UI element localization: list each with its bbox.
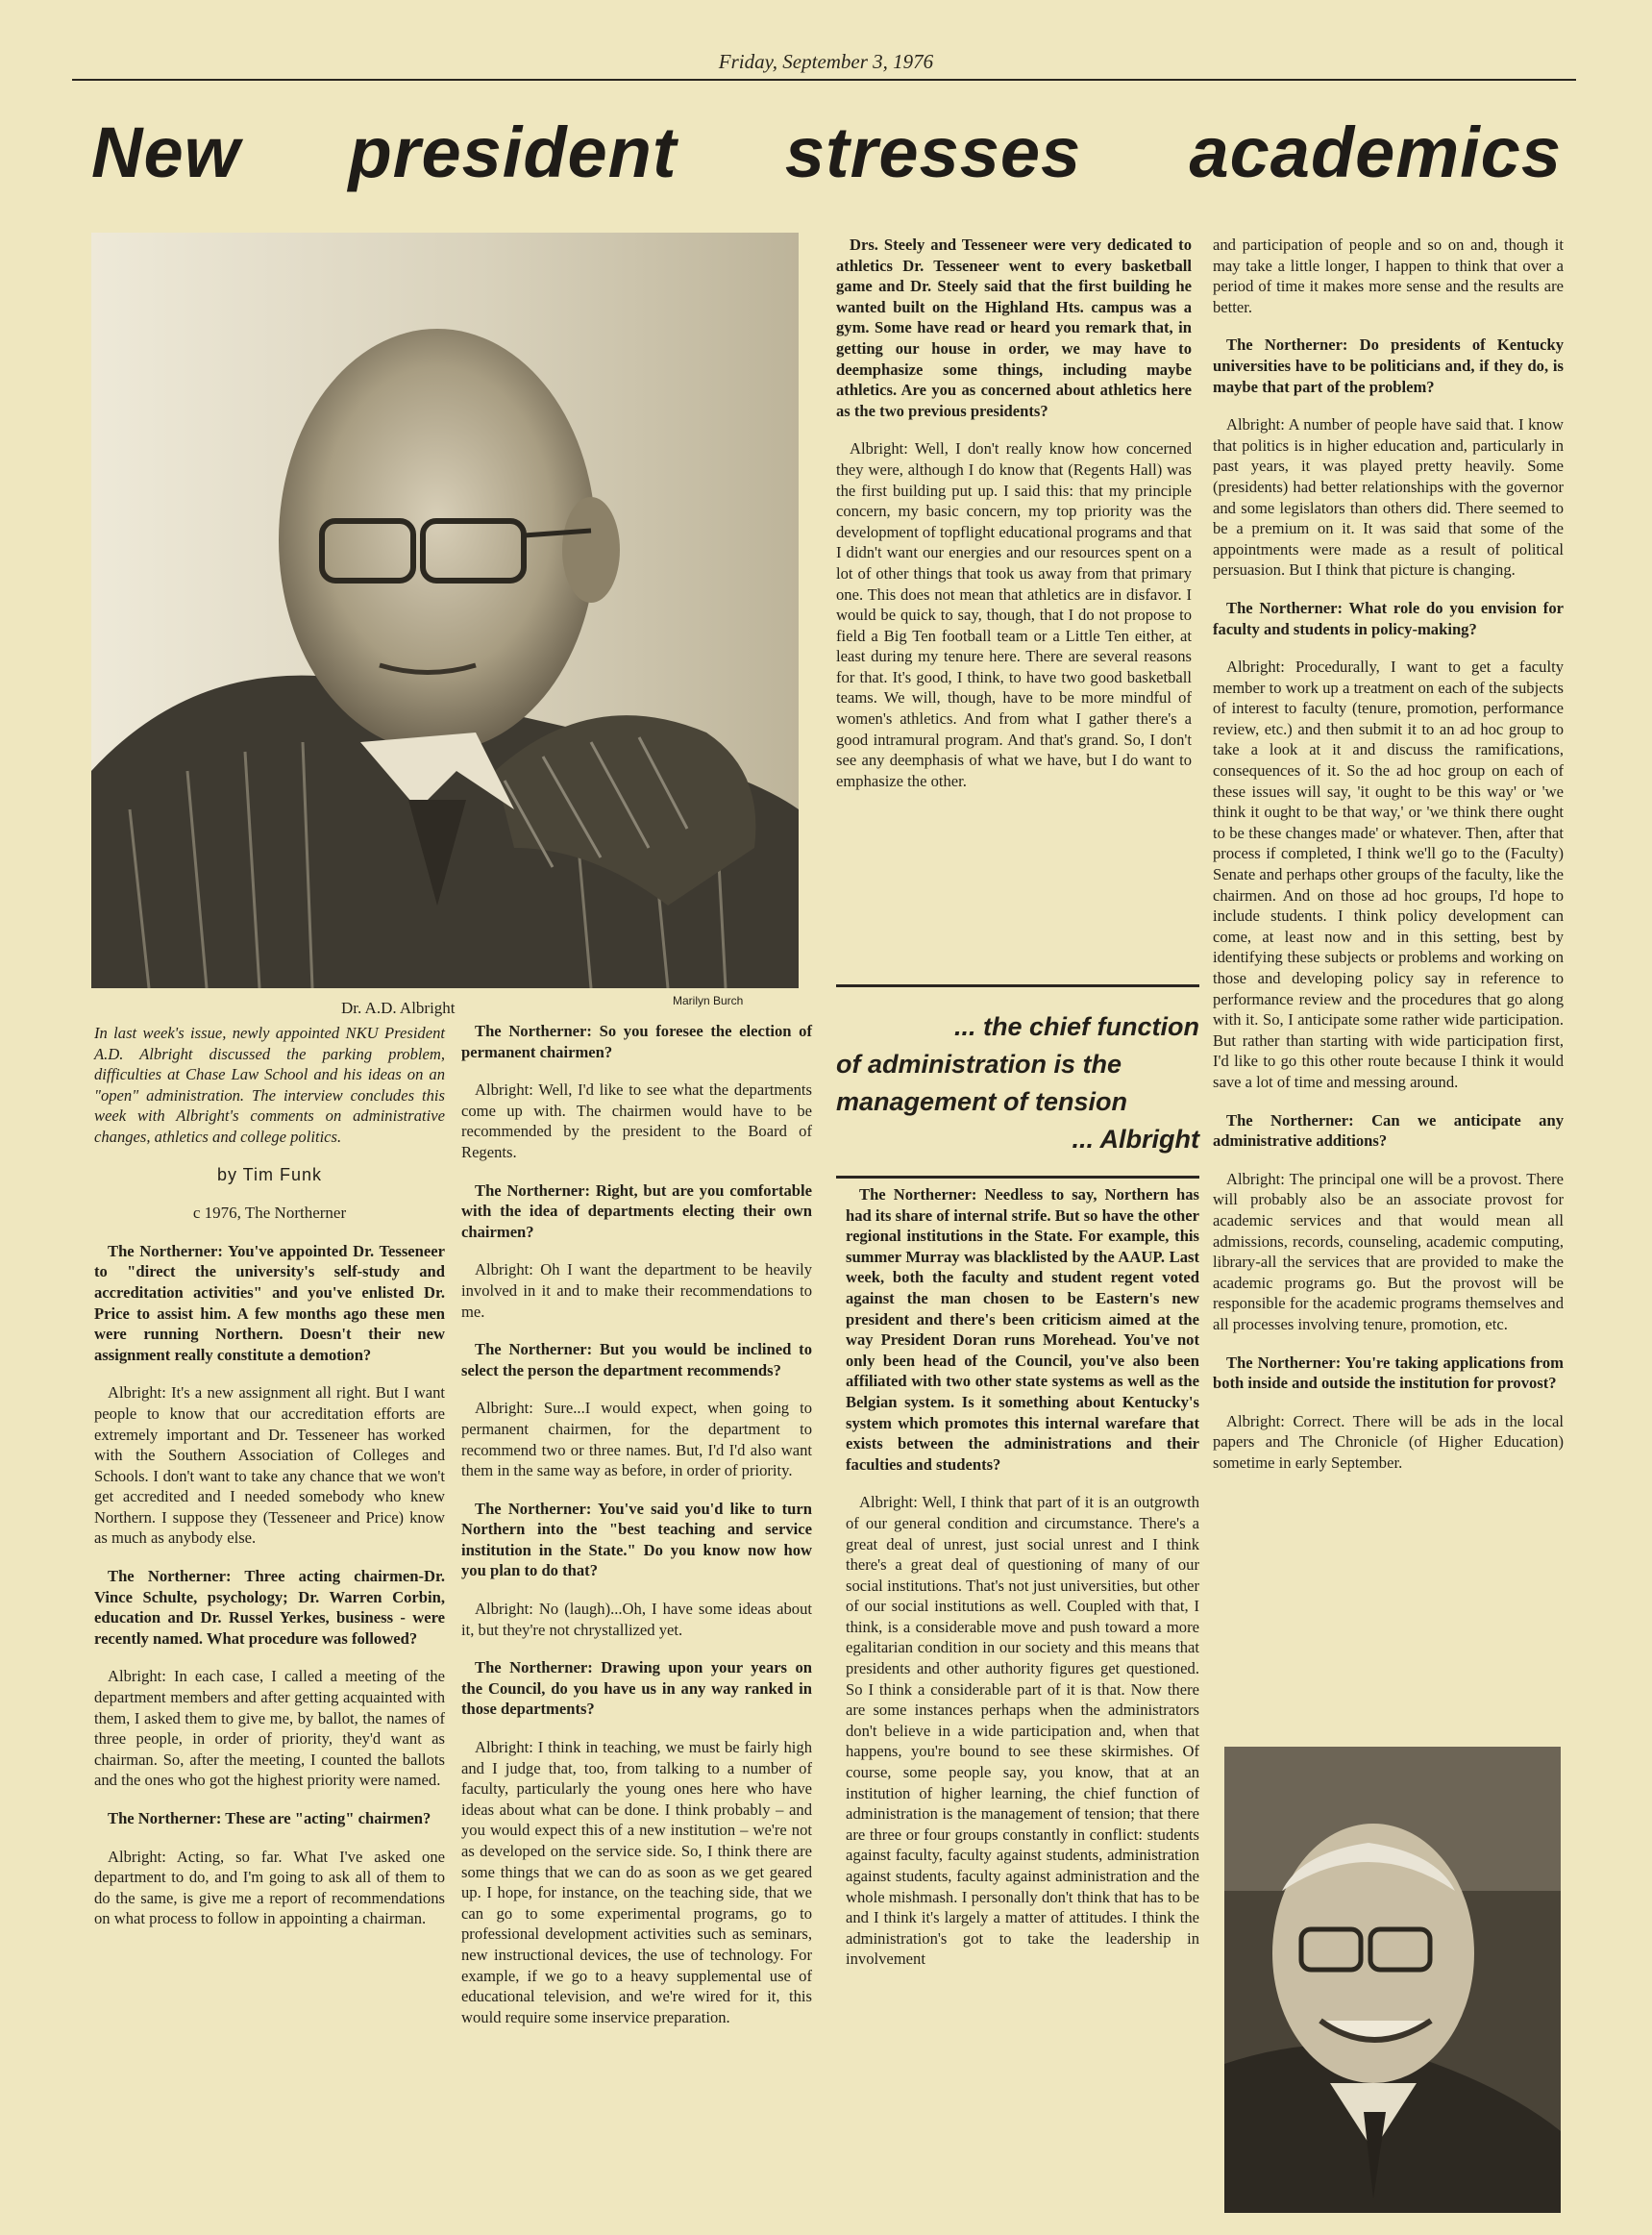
interview-question: The Northerner: These are "acting" chairmen?	[108, 1809, 431, 1827]
interview-question: The Northerner: Do presidents of Kentucky universities have to be politicians and, if they do, is maybe that part of the problem?	[1213, 335, 1564, 396]
interview-answer: Albright: No (laugh)...Oh, I have some ideas about it, but they're not chrystallized yet.	[461, 1600, 812, 1639]
column-1	[94, 1023, 445, 1947]
byline: by Tim Funk	[216, 1164, 323, 1184]
column-4	[1213, 235, 1564, 1490]
photo-caption: Dr. A.D. Albright	[341, 999, 456, 1017]
interview-answer: Albright: Oh I want the department to be heavily involved in it and to make their recommendations to me.	[461, 1260, 812, 1321]
interview-answer: Albright: The principal one will be a provost. There will probably also be an associate provost for academic services and that would mean all admissions, records, counseling, academic computing, library-all the services that are provided to make the academic programs go. But the provost will be responsible for the academic programs themselves and all processes involving tenure, promotion, etc.	[1213, 1169, 1564, 1333]
interview-question: The Northerner: Drawing upon your years on the Council, do you have us in any way ranked in those departments?	[461, 1658, 812, 1719]
pull-quote-line: ... the chief function	[954, 1012, 1199, 1041]
headline	[91, 112, 1562, 192]
interview-answer: Albright: Well, I'd like to see what the departments come up with. The chairmen would have to be recommended by the president to the Board of Regents.	[461, 1080, 812, 1161]
headline-word: president	[348, 112, 678, 192]
photo-credit: Marilyn Burch	[673, 994, 744, 1007]
headline-word: New	[91, 112, 241, 192]
interview-question: The Northerner: Right, but are you comfortable with the idea of departments electing their own chairmen?	[461, 1180, 812, 1241]
column-3-top-body	[836, 235, 1192, 791]
copyright-line: c 1976, The Northerner	[192, 1204, 347, 1223]
interview-answer: and participation of people and so on and, though it may take a little longer, I happen to think that over a period of time it makes more sense and the results are better.	[1213, 236, 1564, 316]
interview-answer: Albright: Well, I think that part of it is an outgrowth of our general condition and circumstance. There's a great deal of unrest, just social unrest and I think there's a great deal of questioning of many of our social institutions. That's not just universities, but other of our social institutions as well. Coupled with that, I think, is a considerable move and push toward a more egalitarian condition in our society and this means that presidents and other authority figures get questioned. So I think a considerable part of it is that. Now there are some instances perhaps when the administrators don't believe in a wide participation and, when that happens, you're bound to see these skirmishes. Of course, some people say, you know, that at an institution of higher learning, the chief function of administration is the management of tension; that there are three or four groups constantly in conflict: students against faculty, faculty against students, administration against students, faculty against administration and the whole mishmash. I personally don't think that has to be and I think it's largely a matter of attitudes. I think the administration's got to take the leadership in involvement	[846, 1493, 1199, 1969]
pull-quote-line: of administration is the	[836, 1050, 1122, 1079]
interview-answer: Albright: Procedurally, I want to get a faculty member to work up a treatment on each of the subjects of interest to faculty (tenure, promotion, performance review, etc.) and then submit it to an ad hoc group to take a look at it and discuss the ramifications, consequences of it. So the ad hoc group on each of these issues will say, 'it ought to be this way' or 'we think it ought to be that way,' or 'we think there ought to be these changes made' or whatever. Then, after that process if completed, I think we'll go to the (Faculty) Senate and perhaps other groups of the faculty, like the chairmen. And on those ad hoc groups, I'd hope to include students. I think policy development can come, at least now and in this setting, best by identifying these subjects or problems and working on those and developing policy say in reference to performance review and the procedures that go along with it. So, I anticipate some rather wide participation. But rather than starting with wide participation first, I'd like to go this other route because I think it would save a lot of time and messing around.	[1213, 658, 1564, 1091]
interview-question: The Northerner: So you foresee the election of permanent chairmen?	[461, 1022, 812, 1061]
intro-blurb: In last week's issue, newly appointed NKU President A.D. Albright discussed the parking problem, difficulties at Chase Law School and his ideas on an "open" administration. The interview concludes this week with Albright's comments on administrative changes, athletics and college politics.	[94, 1024, 445, 1146]
column-2	[461, 1021, 812, 2045]
pull-quote-attribution: ... Albright	[1072, 1125, 1199, 1154]
interview-answer: Albright: A number of people have said that. I know that politics is in higher education and, particularly in past years, it was played pretty heavily. Some (presidents) had better relationships with the governor and some legislators than others did. There seemed to be a premium on it. It was said that some of the appointments were made as a result of political persuasion. But I think that picture is changing.	[1213, 415, 1564, 580]
pull-quote-line: management of tension	[836, 1087, 1128, 1116]
interview-question: The Northerner: You're taking applications from both inside and outside the institution for provost?	[1213, 1353, 1564, 1393]
interview-question: The Northerner: Needless to say, Northern has had its share of internal strife. But so have the other regional institutions in the State. For example, this summer Murray was blacklisted by the AAUP. Last week, both the faculty and student regent voted against the man chosen to be Eastern's new president and there's been criticism aimed at the way President Doran runs Morehead. You've not only been head of the Council, you've also been affiliated with two other state systems as well as the Belgian system. Is it something about Kentucky's system which promotes this internal warefare that exists between the administrations and their faculties and students?	[846, 1185, 1199, 1474]
pull-quote	[836, 984, 1199, 1179]
interview-question: The Northerner: Can we anticipate any administrative additions?	[1213, 1110, 1564, 1151]
column-3-bottom	[846, 1184, 1199, 1987]
interview-answer: Albright: In each case, I called a meeting of the department members and after getting acquainted with them, I asked them to give me, by ballot, the names of three people, in order of priority, they'd want as chairman. So, after the meeting, I counted the ballots and the ones who got the highest priority were named.	[94, 1667, 445, 1790]
interview-answer: Albright: Sure...I would expect, when going to permanent chairmen, for the department to recommend two or three names. But, I'd I'd also want them in the same way as before, in order of priority.	[461, 1399, 812, 1480]
headline-word: academics	[1189, 112, 1562, 192]
column-4-body	[1213, 235, 1564, 1473]
pull-quote-bottom-rule	[836, 1176, 1199, 1179]
header-rule	[72, 79, 1576, 81]
main-portrait-photo	[91, 233, 799, 988]
interview-question: The Northerner: Three acting chairmen-Dr. Vince Schulte, psychology; Dr. Warren Corbin, education and Dr. Russel Yerkes, business - were recently named. What procedure was followed?	[94, 1567, 445, 1648]
page-dateline: Friday, September 3, 1976	[718, 50, 934, 73]
interview-question: The Northerner: What role do you envision for faculty and students in policy-making?	[1213, 598, 1564, 638]
headline-word: stresses	[784, 112, 1082, 192]
interview-question: The Northerner: But you would be inclined to select the person the department recommends?	[461, 1340, 812, 1379]
interview-question: Drs. Steely and Tesseneer were very dedicated to athletics Dr. Tesseneer went to every basketball game and Dr. Steely said that the first building he wanted built on the Highland Hts. campus was a gym. Some have read or heard you remark that, in getting our house in order, we may have to deemphasize some things, including maybe athletics. Are you as concerned about athletics here as the two previous presidents?	[836, 236, 1192, 420]
interview-answer: Albright: Acting, so far. What I've asked one department to do, and I'm going to ask all of them to do the same, is give me a report of recommendations on what process to follow in appointing a chairman.	[94, 1847, 445, 1928]
smiling-portrait-photo	[1224, 1747, 1561, 2213]
column-2-body	[461, 1021, 812, 2027]
column-3-top	[836, 235, 1192, 808]
interview-answer: Albright: I think in teaching, we must be fairly high and I judge that, too, from talking to a number of faculty, particularly the young ones here who have ideas about what can be done. I think probably – and you would expect this of a new institution – we're not as developed on the service side. So, I think there are some things that we can do as soon as we get geared up. I hope, for instance, on the teaching side, that we can go to some experimental programs, go to professional development activities such as seminars, new instructional devices, the use of technology. For example, if we go to a heavy supplemental use of educational television, and we're wired for it, this would require some inservice preparation.	[461, 1738, 812, 2026]
interview-answer: Albright: Correct. There will be ads in the local papers and The Chronicle (of Higher Education) sometime in early September.	[1213, 1411, 1564, 1472]
column-3-bottom-body	[846, 1184, 1199, 1970]
interview-answer: Albright: Well, I don't really know how concerned they were, although I do know that (Regents Hall) was the first building put up. I said this: that my principle concern, my basic concern, my top priority was the development of topflight educational programs and that I didn't want our energies and our resources spent on a lot of other things that took us away from that primary one. This does not mean that athletics are in disfavor. I would be quick to say, though, that I do not propose to field a Big Ten football team or a Little Ten either, at least during my tenure here. There are several reasons for that. It's good, I think, to have two good basketball teams. We will, though, have to be more mindful of women's athletics. And from what I gather there's a good intramural program. And that's grand. So, I don't see any deemphasis of what we have, but I do want to emphasize the other.	[836, 439, 1192, 790]
interview-question: The Northerner: You've said you'd like to turn Northern into the "best teaching and service institution in the State." Do you know now how you plan to do that?	[461, 1499, 812, 1580]
interview-question: The Northerner: You've appointed Dr. Tesseneer to "direct the university's self-study and accreditation activities" and you've enlisted Dr. Price to assist him. A few months ago these men were running Northern. Doesn't their new assignment really constitute a demotion?	[94, 1241, 445, 1364]
column-1-body	[94, 1241, 445, 1929]
interview-answer: Albright: It's a new assignment all right. But I want people to know that our accreditation efforts are extremely important and Dr. Tesseneer has worked with the Southern Association of Colleges and Schools. I don't want to take any chance that we won't get accredited and I needed somebody who knew Northern. I suppose they (Tesseneer and Price) know as much as anybody else.	[94, 1383, 445, 1548]
